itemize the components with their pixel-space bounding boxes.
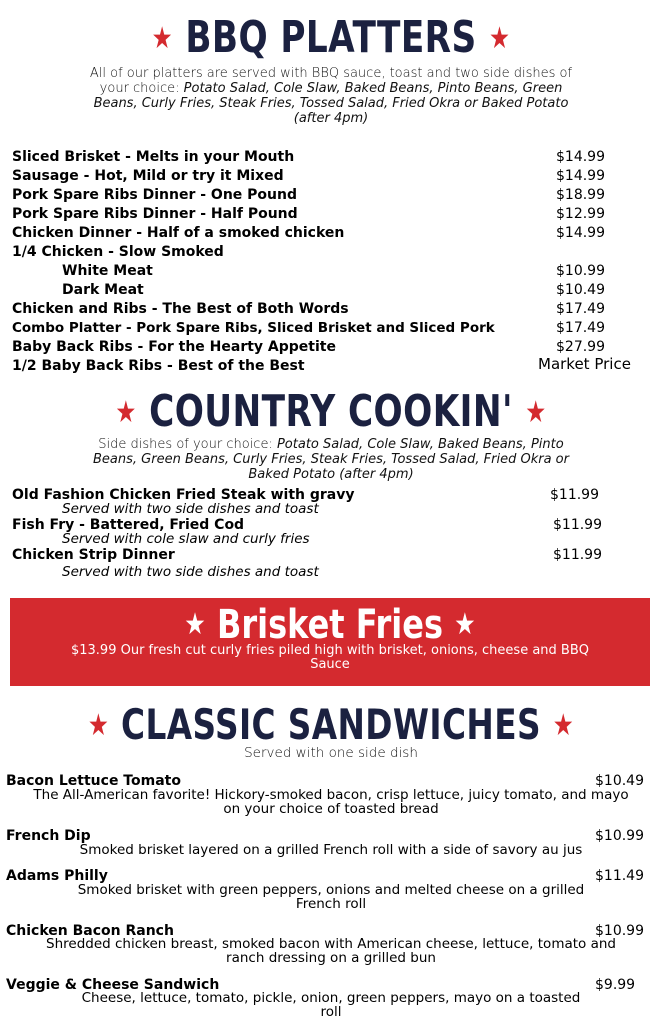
country-intro-text: Side dishes of your choice: <box>98 437 277 452</box>
section-title: BBQ PLATTERS <box>185 12 477 63</box>
country-intro-sides: Potato Salad, Cole Slaw, Baked Beans, Pinto Beans, Green Beans, Curly Fries, Steak Fries, Tossed Salad, Fried Okra or Baked Potato (after 4pm) <box>93 437 569 482</box>
menu-item-price: $17.49 <box>556 320 605 336</box>
menu-item: Adams Philly <box>6 868 108 884</box>
menu-item-price: $11.99 <box>550 487 599 503</box>
bbq-intro-sides: Potato Salad, Cole Slaw, Baked Beans, Pinto Beans, Green Beans, Curly Fries, Steak Fries, Tossed Salad, Fried Okra or Baked Potato (after 4pm) <box>93 81 569 126</box>
star-icon: ★ <box>488 21 511 56</box>
menu-item: Chicken Strip Dinner <box>12 547 175 563</box>
menu-item-description: Cheese, lettuce, tomato, pickle, onion, green peppers, mayo on a toasted roll <box>81 990 581 1020</box>
star-icon: ★ <box>525 395 547 430</box>
menu-item-price: $12.99 <box>556 206 605 222</box>
menu-subitem: White Meat <box>62 263 153 279</box>
menu-item-note: Served with two side dishes and toast <box>62 564 319 580</box>
country-intro <box>0 437 662 482</box>
menu-item: 1/2 Baby Back Ribs - Best of the Best <box>12 358 305 374</box>
menu-item: 1/4 Chicken - Slow Smoked <box>12 244 224 260</box>
menu-item: Baby Back Ribs - For the Hearty Appetite <box>12 339 336 355</box>
menu-item-note: Served with cole slaw and curly fries <box>62 531 310 547</box>
menu-item-price: $11.99 <box>553 547 602 563</box>
menu-item: Combo Platter - Pork Spare Ribs, Sliced Brisket and Sliced Pork <box>12 320 495 336</box>
star-icon: ★ <box>552 708 575 743</box>
menu-item-price: $10.49 <box>556 282 605 298</box>
star-icon: ★ <box>184 607 206 642</box>
menu-item-note: Served with two side dishes and toast <box>62 501 319 517</box>
sandwiches-subtitle: Served with one side dish <box>244 745 418 761</box>
brisket-fries-banner <box>10 598 650 686</box>
menu-item-price: $10.49 <box>595 773 644 789</box>
menu-item: French Dip <box>6 828 91 844</box>
menu-item: Fish Fry - Battered, Fried Cod <box>12 517 245 533</box>
section-title: COUNTRY COOKIN' <box>149 386 513 437</box>
menu-subitem: Dark Meat <box>62 282 144 298</box>
menu-item: Chicken Dinner - Half of a smoked chicken <box>12 225 345 241</box>
menu-item: Pork Spare Ribs Dinner - Half Pound <box>12 206 298 222</box>
menu-item-price: $17.49 <box>556 301 605 317</box>
star-icon: ★ <box>151 21 174 56</box>
menu-item-description: The All-American favorite! Hickory-smoked bacon, crisp lettuce, juicy tomato, and mayo on your choice of toasted bread <box>33 787 629 817</box>
bbq-intro <box>0 66 662 126</box>
brisket-fries-heading <box>74 602 586 648</box>
brisket-fries-title: Brisket Fries <box>216 602 444 648</box>
menu-item: Chicken and Ribs - The Best of Both Words <box>12 301 349 317</box>
menu-item-price: Market Price <box>538 355 631 373</box>
menu-item-price: $18.99 <box>556 187 605 203</box>
menu-item-price: $9.99 <box>595 977 636 993</box>
menu-item: Veggie & Cheese Sandwich <box>6 977 220 993</box>
menu-item-price: $10.99 <box>556 263 605 279</box>
menu-item-description: Shredded chicken breast, smoked bacon with American cheese, lettuce, tomato and ranch dressing on a grilled bun <box>46 936 616 966</box>
menu-item: Old Fashion Chicken Fried Steak with gravy <box>12 487 355 503</box>
star-icon: ★ <box>87 708 110 743</box>
menu-item: Chicken Bacon Ranch <box>6 923 174 939</box>
classic-sandwiches-heading <box>73 700 589 749</box>
section-title: CLASSIC SANDWICHES <box>121 700 541 749</box>
menu-item-price: $14.99 <box>556 168 605 184</box>
menu-item-price: $27.99 <box>556 339 605 355</box>
menu-item: Sliced Brisket - Melts in your Mouth <box>12 149 295 165</box>
menu-item: Pork Spare Ribs Dinner - One Pound <box>12 187 297 203</box>
menu-item-price: $10.99 <box>595 923 644 939</box>
menu-item-description: Smoked brisket layered on a grilled French roll with a side of savory au jus <box>79 842 583 858</box>
menu-item-price: $11.49 <box>595 868 644 884</box>
menu-item: Sausage - Hot, Mild or try it Mixed <box>12 168 284 184</box>
brisket-fries-description: $13.99 Our fresh cut curly fries piled high with brisket, onions, cheese and BBQ Sauce <box>70 643 589 672</box>
menu-item-price: $14.99 <box>556 225 605 241</box>
bbq-intro-text: All of our platters are served with BBQ sauce, toast and two side dishes of your choice: <box>89 66 573 96</box>
star-icon: ★ <box>115 395 137 430</box>
menu-item-price: $14.99 <box>556 149 605 165</box>
menu-item-price: $10.99 <box>595 828 644 844</box>
country-cookin-heading <box>73 386 589 437</box>
bbq-platters-heading <box>73 12 589 63</box>
star-icon: ★ <box>454 607 476 642</box>
menu-item-description: Smoked brisket with green peppers, onions and melted cheese on a grilled French roll <box>77 882 585 912</box>
menu-item-price: $11.99 <box>553 517 602 533</box>
menu-item: Bacon Lettuce Tomato <box>6 773 181 789</box>
